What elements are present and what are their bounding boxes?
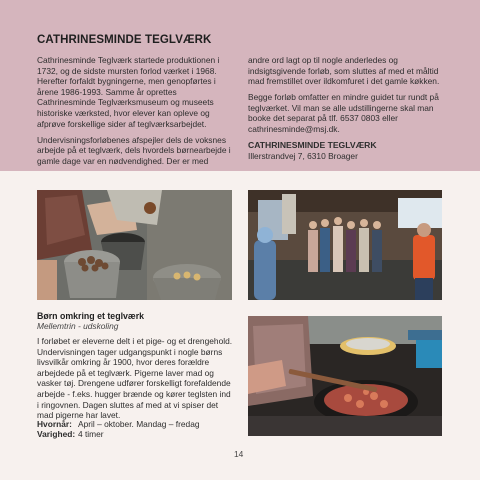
intro-paragraph: Undervisningsforløbenes afspejler dels de voksnes arbejde på et teglværk, dels hvordels børnearbejde i gamle dage var en nødvendighed. Der er med: [37, 134, 231, 166]
intro-paragraph: andre ord lagt op til nogle anderledes og indsigtsgivende forløb, som sluttes af med et måltid mad fremstillet over ildkomfuret i det gamle køkken.: [248, 55, 440, 87]
org-name: CATHRINESMINDE TEGLVÆRK: [248, 140, 377, 151]
duration-value: 4 timer: [78, 429, 104, 439]
page-number: 14: [234, 449, 244, 459]
when-row: [37, 419, 200, 430]
section-title: Børn omkring et teglværk: [37, 311, 145, 321]
photo-potatoes: [37, 190, 232, 300]
photo-children-tour: [248, 190, 442, 300]
photo-cooking: [248, 316, 442, 436]
duration-row: [37, 429, 104, 440]
duration-label: Varighed:: [37, 429, 76, 439]
when-label: Hvornår:: [37, 419, 72, 429]
page-title: CATHRINESMINDE TEGLVÆRK: [37, 34, 212, 46]
intro-column-left: [37, 55, 231, 172]
intro-paragraph: Begge forløb omfatter en mindre guidet tur rundt på teglværket. Vil man se alle udstillingerne skal man booke det separat på tlf. 6537 0803 eller cathrinesminde@msj.dk.: [248, 92, 439, 135]
org-address: Illerstrandvej 7, 6310 Broager: [248, 150, 358, 161]
section-body: I forløbet er eleverne delt i et pige- og et drengehold. Undervisningen tager udgangspunkt i nogle børns livsvilkår omkring år 1900, hvor deres forældre arbejdede på et teglværk. Pigerne laver mad og vasker tøj. Drengene udfører forskelligt forefaldende arbejde - f.eks. hugger brænde og kører teglsten ind i ringovnen. Dagen sluttes af med at vi spiser det mad pigerne har lavet.: [37, 336, 233, 421]
when-value: April – oktober. Mandag – fredag: [78, 419, 200, 429]
intro-column-right: [248, 55, 448, 161]
section-subtitle: Mellemtrin - udskoling: [37, 321, 119, 331]
intro-paragraph: Cathrinesminde Teglværk startede produktionen i 1732, og de sidste mursten forlod værket i 1968. Herefter forfaldt bygningerne, men genopførtes i årene 1986-1993. Samme år oprettes Cathrinesminde Teglværksmuseum og museets historiske værksted, hvor elever kan opleve og afprøve forskellige sider af teglværksarbejdet.: [37, 55, 220, 129]
